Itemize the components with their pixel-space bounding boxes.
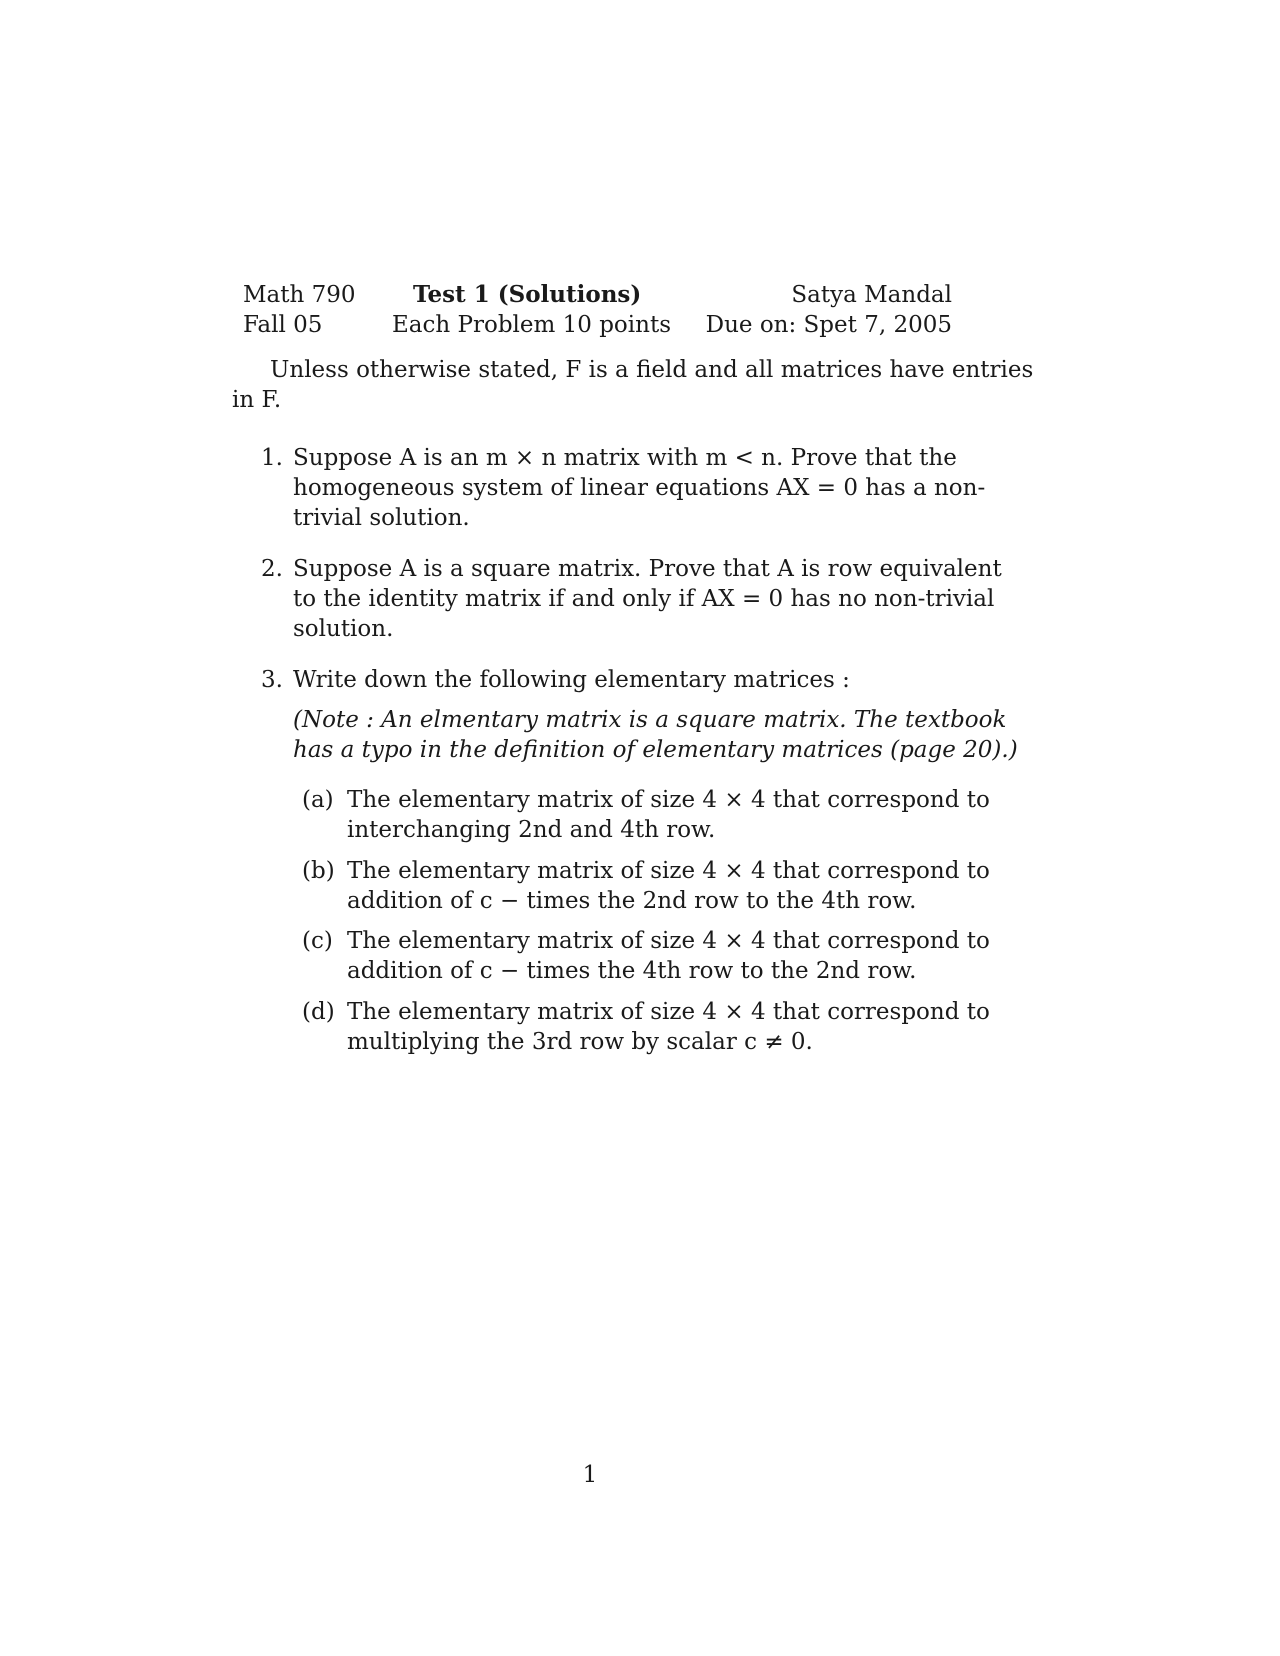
problem-1-line-1: Suppose A is an m × n matrix with m < n. Prove that the xyxy=(293,445,957,471)
course-name: Math 790 xyxy=(243,282,356,308)
part-c-line-2: addition of c − times the 4th row to the 2nd row. xyxy=(347,958,917,984)
part-d-line-2: multiplying the 3rd row by scalar c ≠ 0. xyxy=(347,1029,813,1055)
problem-1-number: 1. xyxy=(261,445,283,471)
page-number: 1 xyxy=(582,1462,598,1488)
part-d-line-1: The elementary matrix of size 4 × 4 that correspond to xyxy=(347,999,990,1025)
problem-3-note-line-1: (Note : An elmentary matrix is a square matrix. The textbook xyxy=(293,707,1007,733)
problem-2-number: 2. xyxy=(261,556,283,582)
course-term: Fall 05 xyxy=(243,312,323,338)
problem-1-line-2: homogeneous system of linear equations AX = 0 has a non- xyxy=(293,475,986,501)
problem-3-note-line-2: has a typo in the definition of elementary matrices (page 20).) xyxy=(293,737,1018,763)
intro-line-1: Unless otherwise stated, F is a field and all matrices have entries xyxy=(270,357,1034,383)
part-a-line-1: The elementary matrix of size 4 × 4 that correspond to xyxy=(347,787,990,813)
document-subtitle: Each Problem 10 points xyxy=(392,312,671,338)
part-b-line-2: addition of c − times the 2nd row to the 4th row. xyxy=(347,888,917,914)
part-b-line-1: The elementary matrix of size 4 × 4 that correspond to xyxy=(347,858,990,884)
due-date: Due on: Spet 7, 2005 xyxy=(705,312,952,338)
part-c-line-1: The elementary matrix of size 4 × 4 that correspond to xyxy=(347,928,990,954)
author-name: Satya Mandal xyxy=(791,282,952,308)
problem-3-line-1: Write down the following elementary matrices : xyxy=(293,667,850,693)
document-title: Test 1 (Solutions) xyxy=(413,281,642,308)
part-a-line-2: interchanging 2nd and 4th row. xyxy=(347,817,716,843)
problem-1-line-3: trivial solution. xyxy=(293,505,470,531)
part-b-label: (b) xyxy=(302,858,335,884)
problem-2-line-2: to the identity matrix if and only if AX = 0 has no non-trivial xyxy=(293,586,995,612)
problem-3-number: 3. xyxy=(261,667,283,693)
problem-2-line-3: solution. xyxy=(293,616,394,642)
intro-line-2: in F. xyxy=(232,387,282,413)
part-d-label: (d) xyxy=(302,999,335,1025)
part-a-label: (a) xyxy=(302,787,334,813)
problem-2-line-1: Suppose A is a square matrix. Prove that A is row equivalent xyxy=(293,556,1002,582)
part-c-label: (c) xyxy=(302,928,333,954)
